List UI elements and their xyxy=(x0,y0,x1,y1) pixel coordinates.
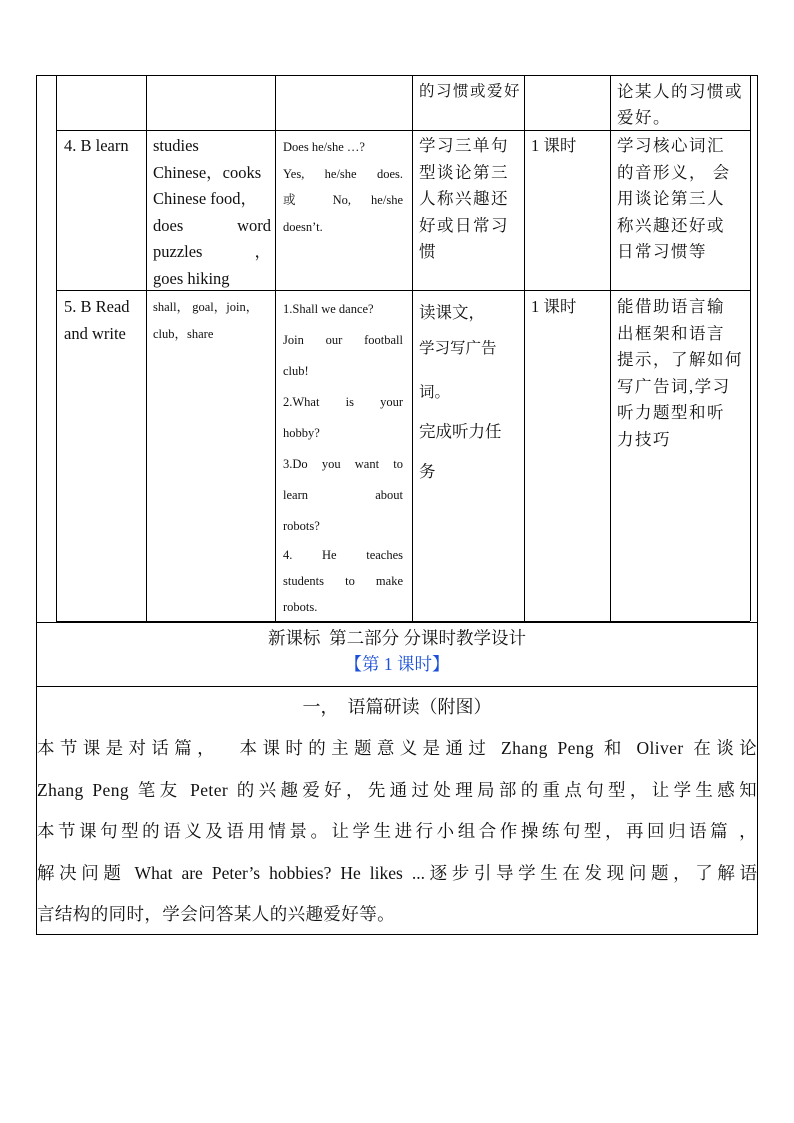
row5-objective xyxy=(419,298,523,495)
paragraph-line: 言结构的同时，学会问答某人的兴趣爱好等。 xyxy=(37,904,395,924)
paragraph-line: Zhang Peng 笔友 Peter 的兴趣爱好，先通过处理局部的重点句型，让学生感知 xyxy=(37,779,757,800)
row5-ability-line: 提示，了解如何 xyxy=(617,350,743,369)
row5-sentence-line: students to make xyxy=(283,574,403,588)
row4-word-line: Chinese，cooks xyxy=(153,162,262,182)
section-divider-top xyxy=(36,622,758,623)
row5-sentence-line: robots? xyxy=(283,519,320,533)
row4-objective xyxy=(419,133,521,266)
table-border-c5 xyxy=(610,75,611,621)
section-heading: 一， 语篇研读（附图） xyxy=(302,697,492,717)
row5-sentence-line: 3.Do you want to xyxy=(283,457,403,471)
row4-word-line: studies xyxy=(153,136,199,155)
row4-sentences xyxy=(283,134,403,240)
row4-word-line: Chinese food， xyxy=(153,189,258,208)
row5-sentence-line: club! xyxy=(283,364,309,378)
row5-sentence-line: 2.What is your xyxy=(283,395,403,409)
row4-sentence-line: Does he/she …? xyxy=(283,140,365,154)
row5-sentence-line: 1.Shall we dance? xyxy=(283,302,374,316)
table-border-right xyxy=(750,75,751,621)
row5-sentences xyxy=(283,294,403,620)
row5-ability-line: 能借助语言输 xyxy=(617,297,725,316)
row4-sentence-line: 或 No, he/she xyxy=(283,193,403,207)
row5-sentence-line: Join our football xyxy=(283,333,403,347)
row4-objective-line: 人称兴趣还 xyxy=(419,189,509,208)
row5-word-line: club，share xyxy=(153,326,214,341)
row4-sentence-line: Yes, he/she does. xyxy=(283,166,403,181)
row4-ability xyxy=(617,133,747,266)
row5-lesson xyxy=(64,294,144,347)
row5-objective-line: 学习写广告词。 xyxy=(419,340,497,401)
section-title: 新课标 第二部分 分课时教学设计 xyxy=(267,628,527,648)
row5-sentence-line: robots. xyxy=(283,600,318,614)
row4-sentence-line: doesn’t. xyxy=(283,219,323,234)
row5-ability xyxy=(617,294,747,453)
row4-word-line: puzzles ， xyxy=(153,242,271,261)
row5-words xyxy=(153,294,271,347)
section-divider-header xyxy=(36,686,758,687)
row5-hours: 1 课时 xyxy=(531,297,577,316)
row4-ability-line: 称兴趣还好或 xyxy=(617,215,725,235)
table-border-left xyxy=(56,75,57,621)
row4-objective-line: 好或日常习 xyxy=(419,215,509,235)
paragraph-line: 本节课句型的语义及语用情景。让学生进行小组合作操练句型，再回归语篇 ， xyxy=(37,821,757,841)
row5-ability-line: 出框架和语言 xyxy=(617,323,725,343)
paragraph-line: 本节课是对话篇， 本课时的主题意义是通过 Zhang Peng 和 Oliver 在谈论 xyxy=(37,738,757,758)
table-border-c4 xyxy=(524,75,525,621)
top-row-objective: 的习惯或爱好 xyxy=(419,83,521,100)
row4-objective-line: 惯 xyxy=(419,242,437,261)
row5-lesson-line: 5. B Read xyxy=(64,297,130,316)
row5-sentence-line: learn about xyxy=(283,488,403,502)
row4-ability-line: 日常习惯等 xyxy=(617,242,707,261)
row5-lesson-line: and write xyxy=(64,323,126,343)
row4-objective-line: 学习三单句 xyxy=(419,136,509,155)
row4-word-line: goes hiking xyxy=(153,268,230,288)
row5-sentence-line: 4. He teaches xyxy=(283,548,403,562)
top-row-ability: 论某人的习惯或爱好。 xyxy=(617,82,743,127)
row5-ability-line: 听力题型和听 xyxy=(617,403,725,422)
row4-hours: 1 课时 xyxy=(531,136,577,155)
table-border-c3 xyxy=(412,75,413,621)
lesson-tag: 【第 1 课时】 xyxy=(344,654,450,674)
row4-words xyxy=(153,133,271,292)
row4-objective-line: 型谈论第三 xyxy=(419,162,509,182)
row5-objective-line: 完成听力任 xyxy=(419,422,502,441)
paragraph-line: 解决问题 What are Peter’s hobbies? He likes ...逐步引导学生在发现问题，了解语 xyxy=(37,862,757,883)
row5-sentence-line: hobby? xyxy=(283,426,320,440)
row4-word-line: does word xyxy=(153,215,271,235)
row4-ability-line: 的音形义， 会 xyxy=(617,162,731,182)
row4-ability-line: 用谈论第三人 xyxy=(617,189,725,208)
table-border-c2 xyxy=(275,75,276,621)
row5-objective-line: 务 xyxy=(419,462,436,481)
section-paragraph xyxy=(37,728,757,936)
row5-ability-line: 力技巧 xyxy=(617,429,671,449)
row5-ability-line: 写广告词,学习 xyxy=(617,376,731,396)
row5-objective-line: 读课文， xyxy=(419,303,485,322)
row5-word-line: shall， goal，join， xyxy=(153,300,259,314)
row4-lesson: 4. B learn xyxy=(64,136,129,155)
table-border-c1 xyxy=(146,75,147,621)
row4-ability-line: 学习核心词汇 xyxy=(617,136,725,155)
